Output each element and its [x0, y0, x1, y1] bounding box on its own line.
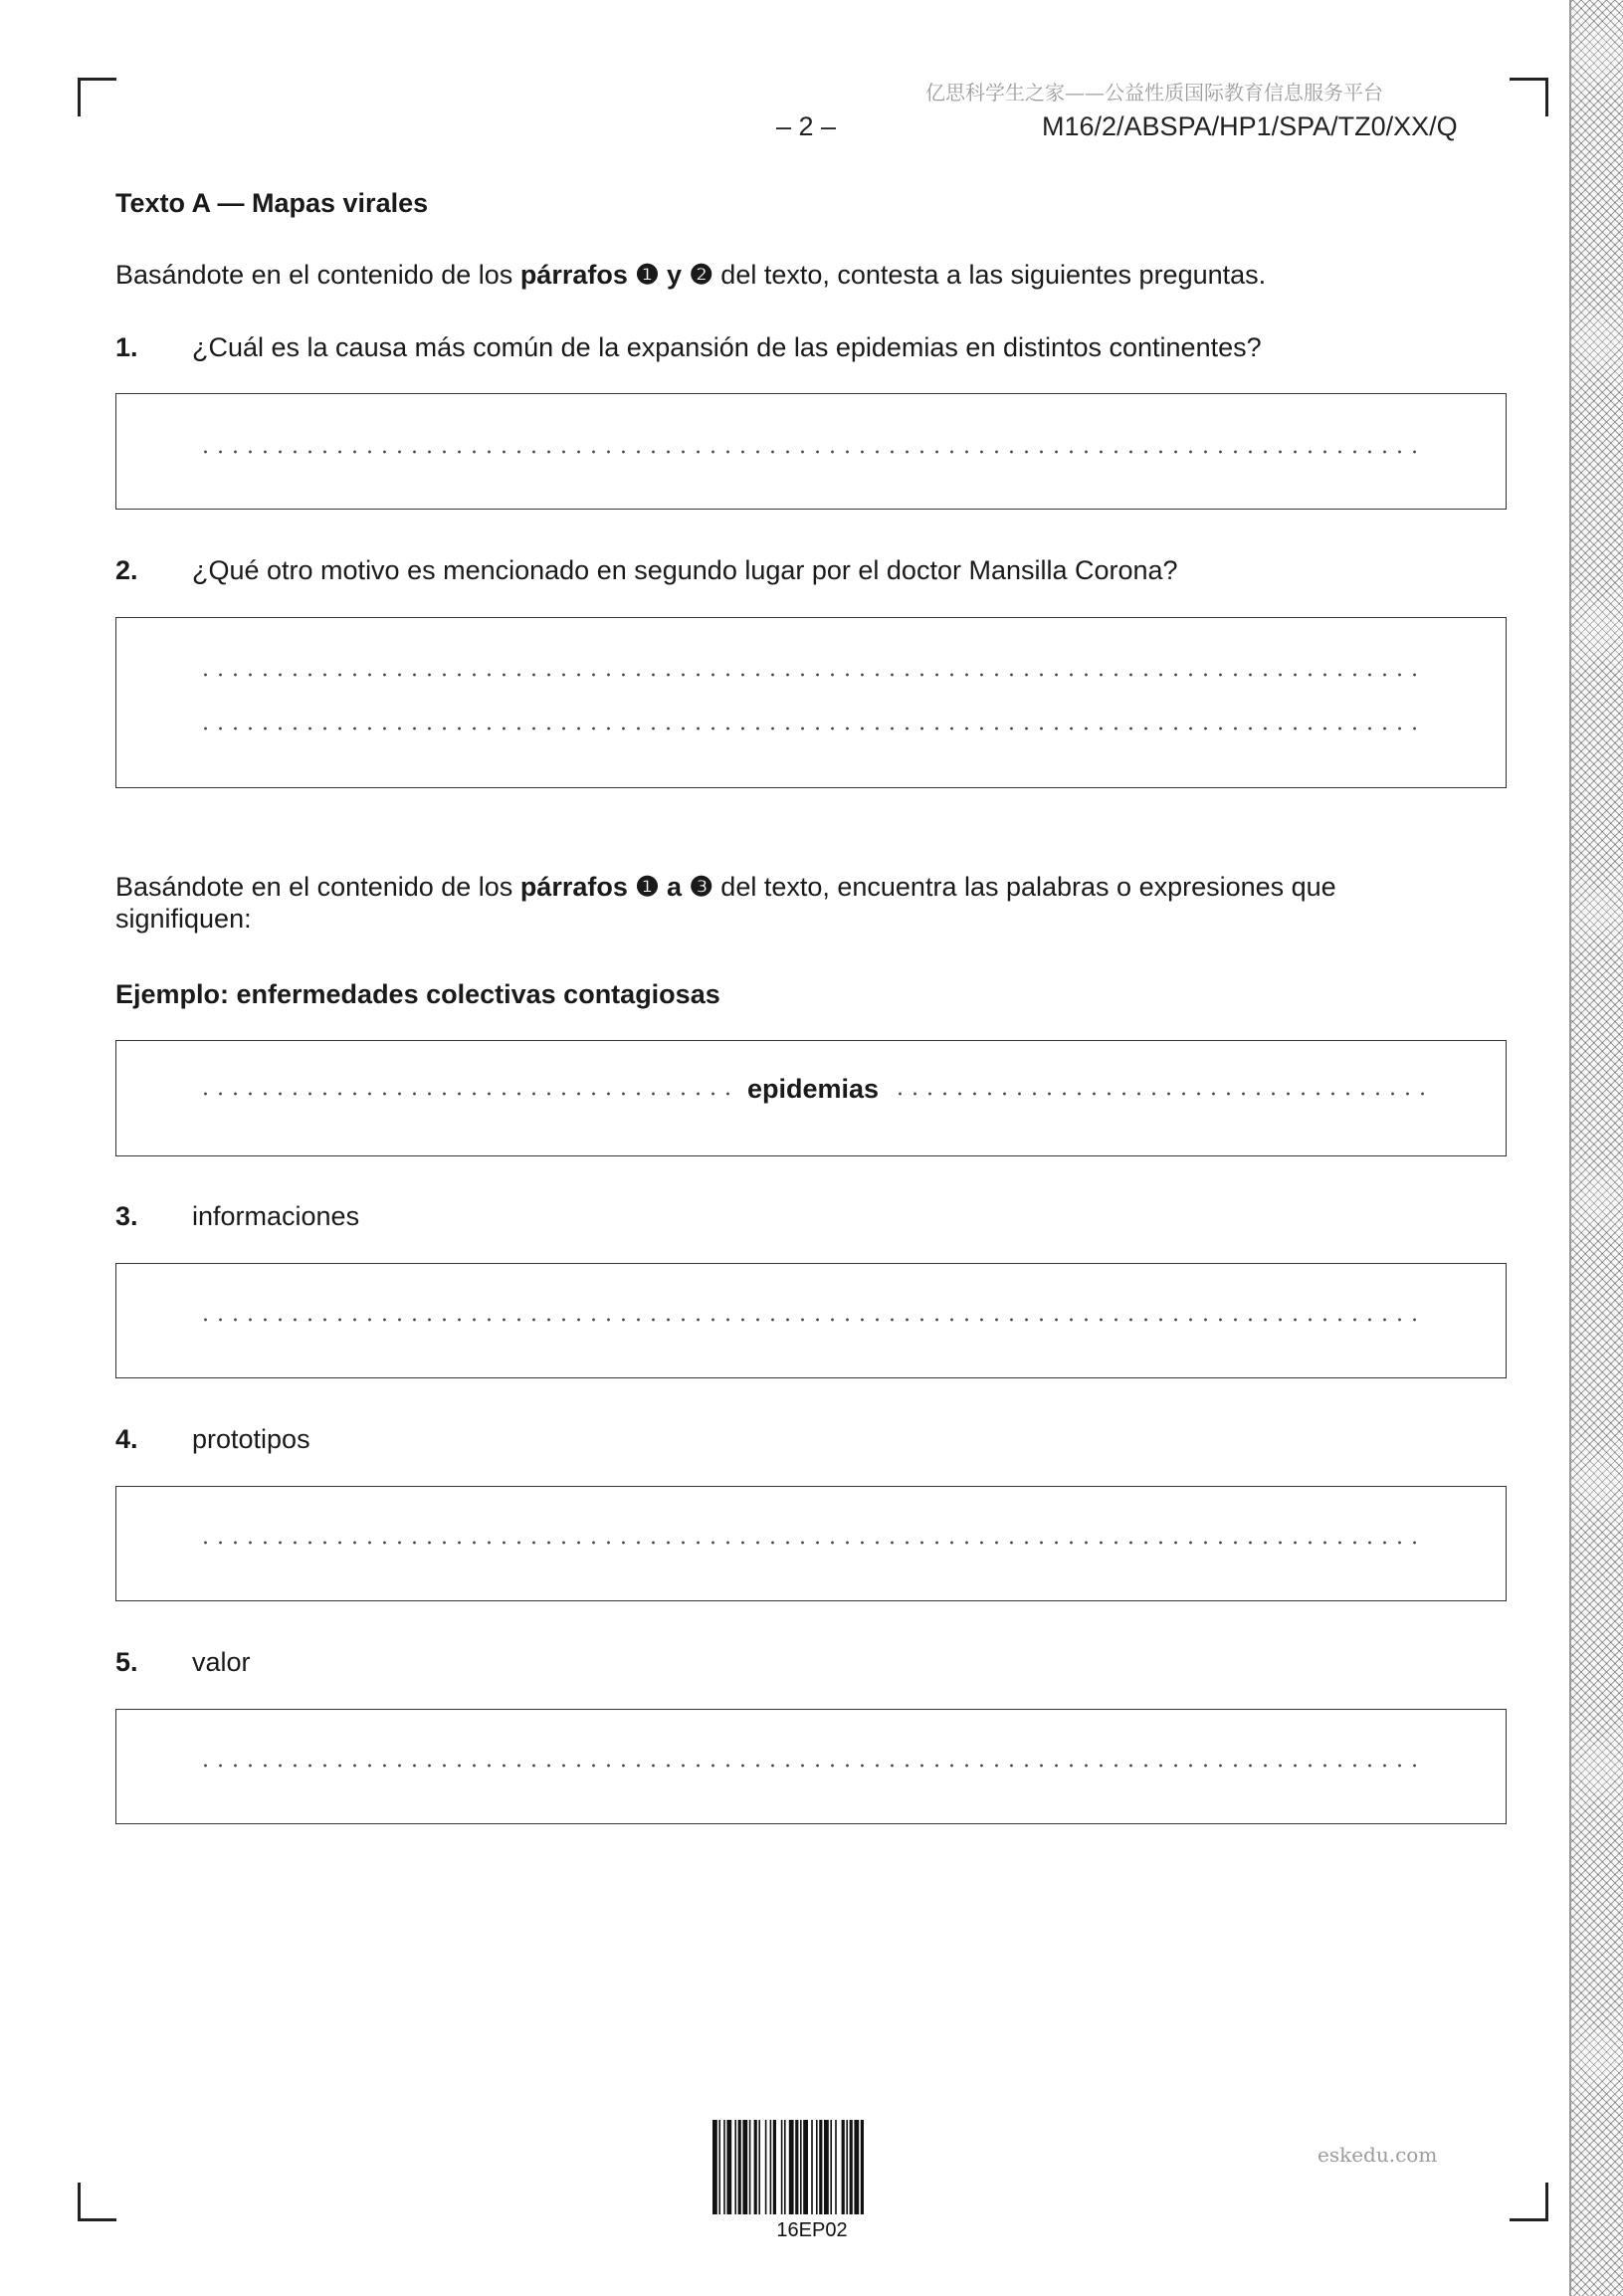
barcode-bar	[758, 2120, 760, 2214]
barcode-bar	[749, 2120, 751, 2214]
question-2-number: 2.	[115, 555, 138, 585]
question-1-number: 1.	[115, 332, 138, 362]
dots-left	[198, 1092, 733, 1096]
example-answer-box	[115, 1040, 1507, 1156]
watermark-top: 亿思科学生之家——公益性质国际教育信息服务平台	[925, 81, 1383, 104]
watermark-bottom: eskedu.com	[1318, 2143, 1438, 2167]
barcode-bar	[819, 2120, 822, 2214]
barcode-bar	[846, 2120, 848, 2214]
instruction-2-line2: signifiquen:	[115, 904, 252, 934]
page-edge-pattern	[1569, 0, 1623, 2296]
crop-mark-top-left	[78, 78, 116, 116]
instruction-2-before: Basándote en el contenido de los	[115, 872, 520, 902]
barcode-bar	[811, 2120, 813, 2214]
barcode-bar	[734, 2120, 736, 2214]
instruction-1	[115, 259, 1266, 291]
exam-code: M16/2/ABSPA/HP1/SPA/TZ0/XX/Q	[1042, 111, 1458, 141]
answer-line	[198, 1764, 1428, 1768]
answer-box-5[interactable]	[115, 1709, 1507, 1824]
barcode-bar	[784, 2120, 786, 2214]
barcode-bar	[824, 2120, 829, 2214]
question-1-text: ¿Cuál es la causa más común de la expansión de las epidemias en distintos continentes?	[192, 332, 1262, 362]
instruction-1-after: del texto, contesta a las siguientes preguntas.	[712, 260, 1267, 290]
answer-box-1[interactable]	[115, 393, 1507, 510]
barcode-bar	[718, 2120, 720, 2214]
example-answer: epidemias	[746, 1073, 880, 1104]
barcode-bar	[800, 2120, 802, 2214]
barcode-bar	[712, 2120, 717, 2214]
answer-line	[198, 727, 1428, 731]
barcode-bar	[723, 2120, 725, 2214]
example-answer-line	[198, 1072, 1428, 1106]
instruction-2-after: del texto, encuentra las palabras o expresiones que	[712, 872, 1336, 902]
question-3-number: 3.	[115, 1201, 138, 1231]
answer-box-2[interactable]	[115, 617, 1507, 788]
barcode-bar	[816, 2120, 818, 2214]
question-3-text: informaciones	[192, 1201, 360, 1231]
crop-mark-bottom-right	[1510, 2183, 1548, 2221]
answer-box-3[interactable]	[115, 1263, 1507, 1378]
question-5-number: 5.	[115, 1647, 138, 1677]
barcode-bar	[850, 2120, 853, 2214]
barcode-bar	[830, 2120, 832, 2214]
barcode-bar	[789, 2120, 794, 2214]
answer-line	[198, 1541, 1428, 1545]
answer-line	[198, 1318, 1428, 1322]
barcode-bar	[861, 2120, 864, 2214]
question-4-number: 4.	[115, 1424, 138, 1454]
barcode-bar	[842, 2120, 845, 2214]
page-number: – 2 –	[776, 111, 837, 141]
barcode-text: 16EP02	[776, 2219, 848, 2241]
barcode-bar	[742, 2120, 747, 2214]
crop-mark-bottom-left	[78, 2183, 116, 2221]
barcode-bar	[765, 2120, 767, 2214]
barcode-bar	[854, 2120, 859, 2214]
barcode-bar	[803, 2120, 808, 2214]
instruction-1-bold: párrafos ❶ y ❷	[519, 260, 713, 290]
answer-box-4[interactable]	[115, 1486, 1507, 1601]
barcode-bar	[835, 2120, 837, 2214]
question-5-text: valor	[192, 1647, 251, 1677]
instruction-2	[115, 871, 1519, 935]
dots-right	[893, 1092, 1428, 1096]
crop-mark-top-right	[1510, 78, 1548, 116]
barcode-bar	[795, 2120, 798, 2214]
instruction-1-before: Basándote en el contenido de los	[115, 260, 520, 290]
barcode-bar	[773, 2120, 776, 2214]
example-label: Ejemplo: enfermedades colectivas contagiosas	[115, 979, 720, 1009]
barcode-bar	[738, 2120, 741, 2214]
question-2-text: ¿Qué otro motivo es mencionado en segundo lugar por el doctor Mansilla Corona?	[192, 555, 1178, 585]
barcode	[712, 2120, 912, 2214]
question-4-text: prototipos	[192, 1424, 310, 1454]
instruction-2-bold: párrafos ❶ a ❸	[519, 872, 713, 902]
barcode-bar	[754, 2120, 757, 2214]
answer-line	[198, 450, 1428, 454]
answer-line	[198, 673, 1428, 677]
section-title: Texto A — Mapas virales	[115, 188, 429, 218]
barcode-bar	[726, 2120, 731, 2214]
barcode-bar	[781, 2120, 783, 2214]
barcode-bar	[770, 2120, 772, 2214]
